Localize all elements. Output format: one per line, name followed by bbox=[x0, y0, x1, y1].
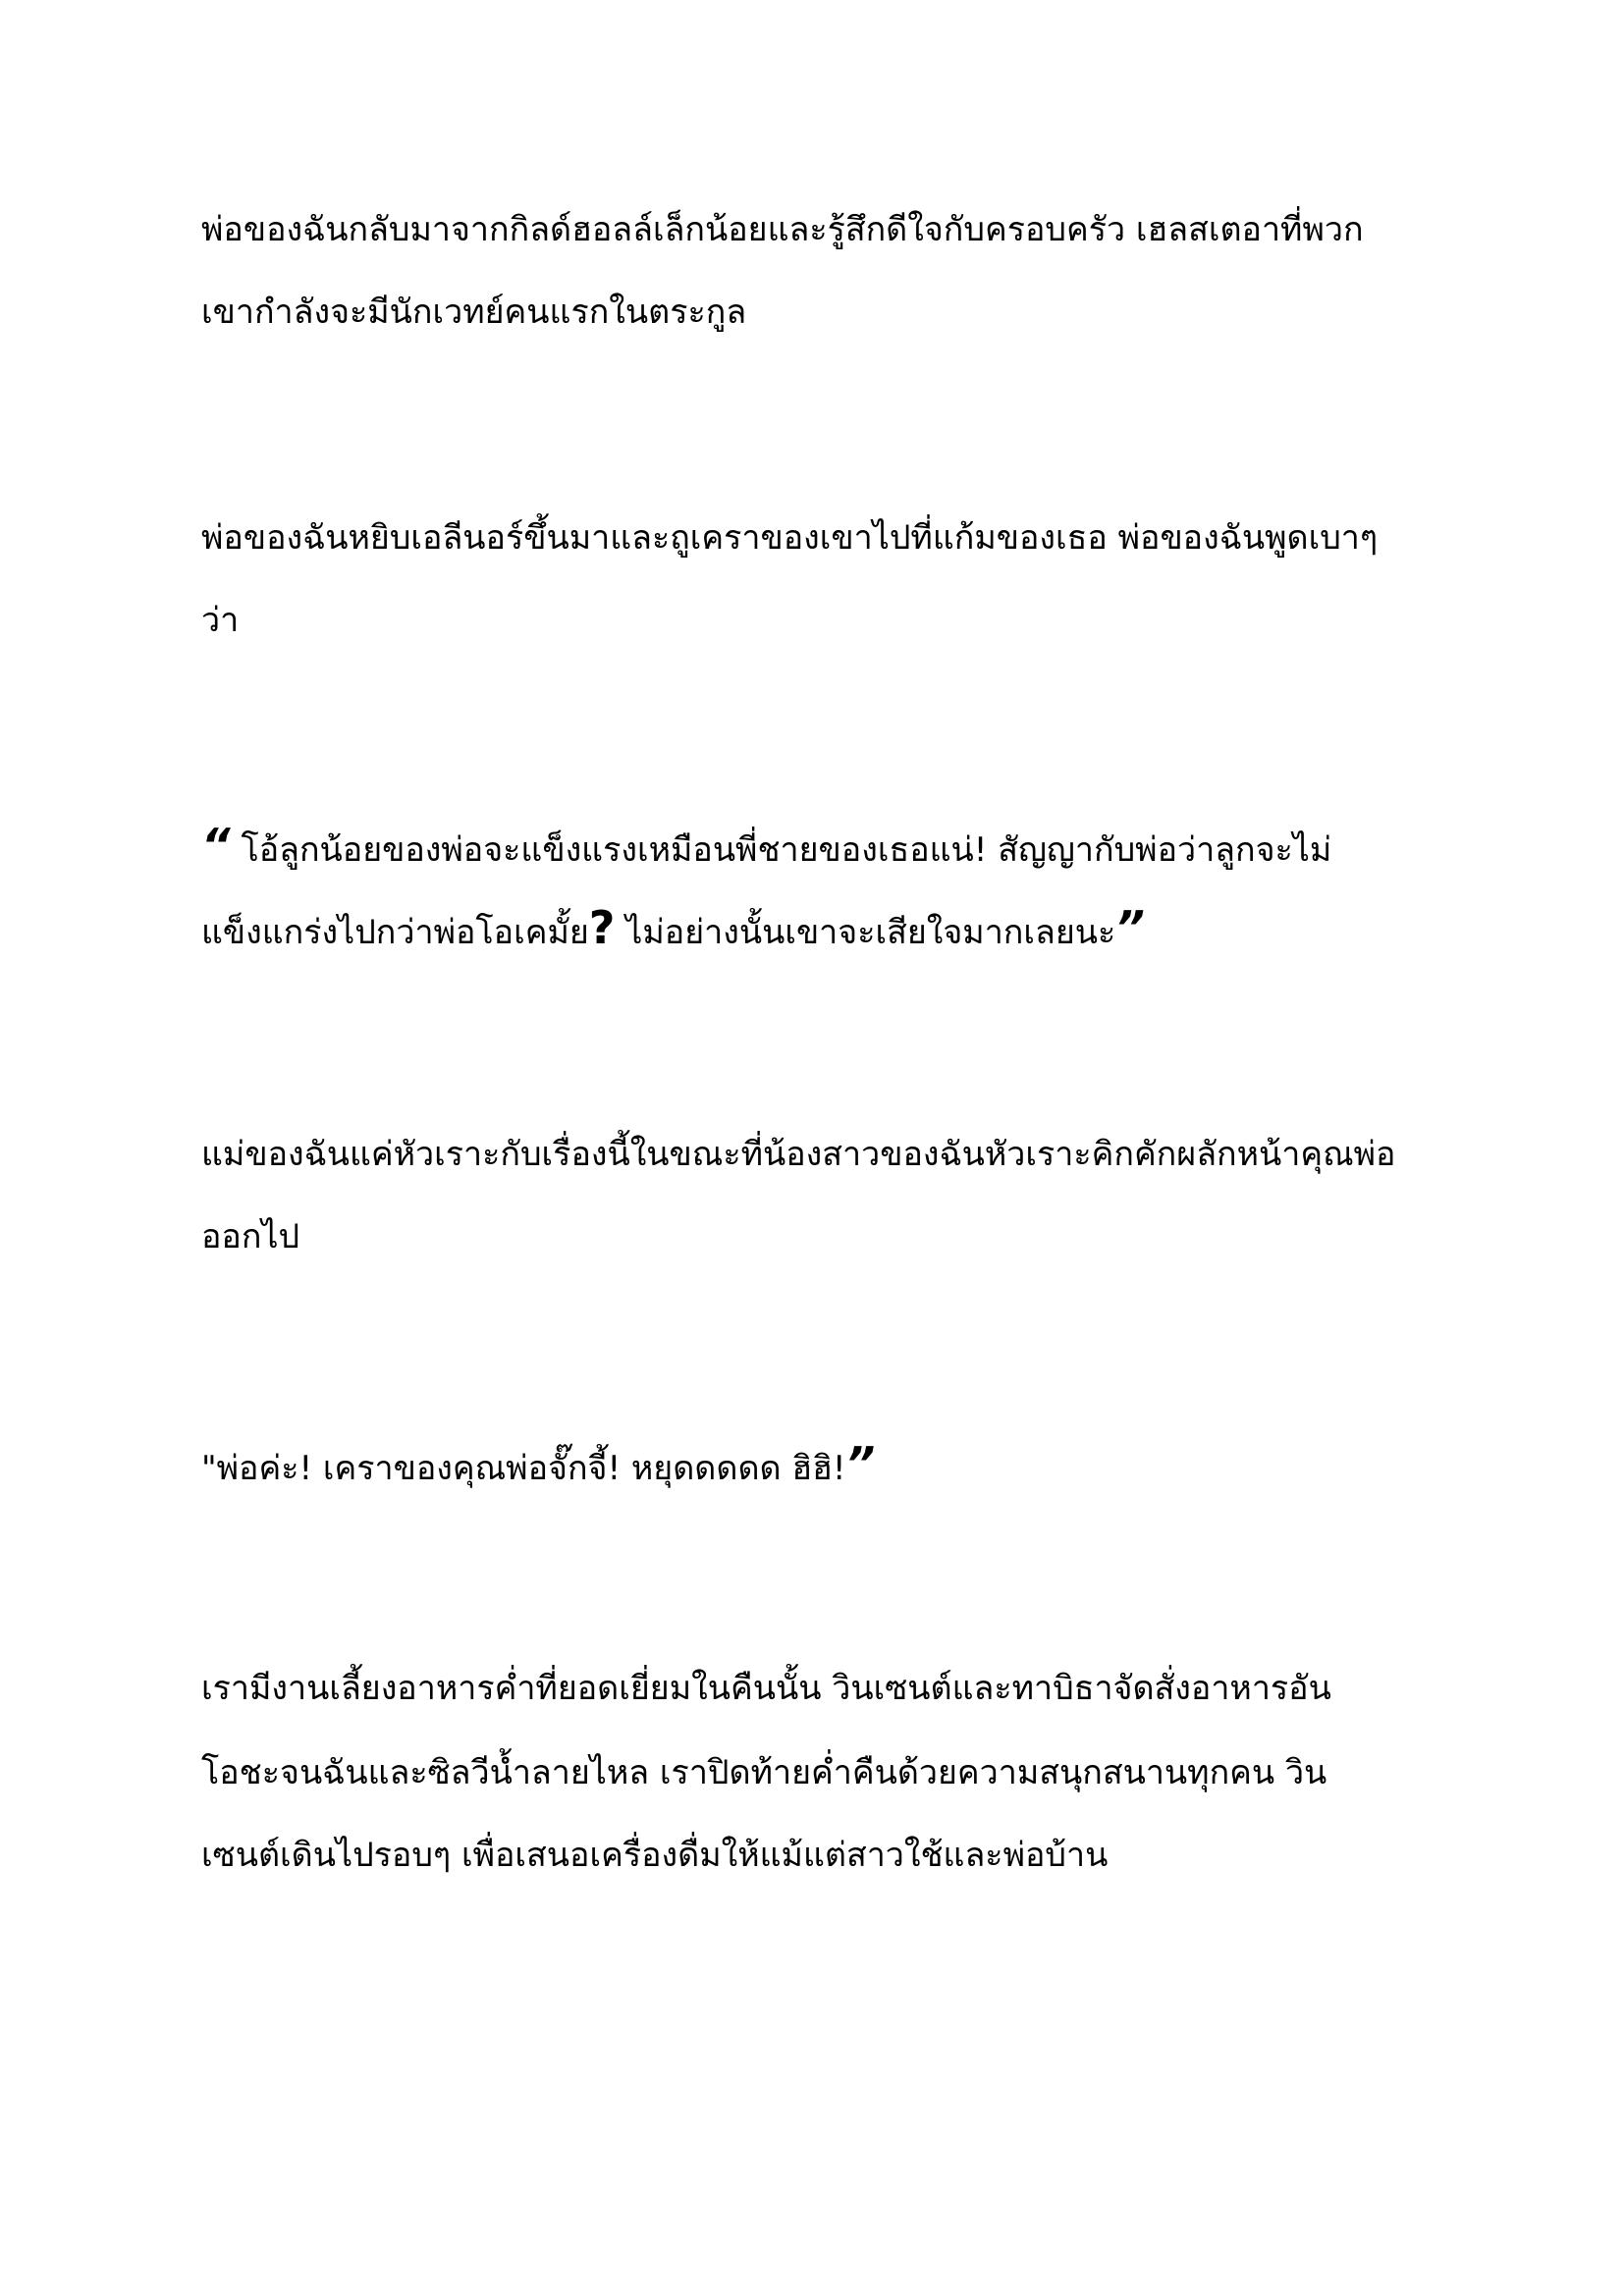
question-mark: ? bbox=[588, 901, 616, 954]
paragraph-6-line-2: โอชะจนฉันและซิลวีน้ำลายไหล เราปิดท้ายค่ำคืนด้วยความสนุกสนานทุกคน วิน bbox=[201, 1753, 1327, 1792]
paragraph-3-line-2-text-a: แข็งแกร่งไปกว่าพ่อโอเคมั้ย bbox=[201, 913, 589, 952]
paragraph-4-line-1: แม่ของฉันแค่หัวเราะกับเรื่องนี้ในขณะที่น้องสาวของฉันหัวเราะคิกคักผลักหน้าคุณพ่อ bbox=[201, 1135, 1396, 1174]
paragraph-5-line-1-text: "พ่อค่ะ! เคราของคุณพ่อจั๊กจี้! หยุดดดดด ฮิฮิ! bbox=[201, 1449, 846, 1488]
paragraph-4-line-2: ออกไป bbox=[201, 1217, 300, 1256]
paragraph-3-line-1-text: โอ้ลูกน้อยของพ่อจะแข็งแรงเหมือนพี่ชายของเธอแน่! สัญญากับพ่อว่าลูกจะไม่ bbox=[230, 830, 1332, 870]
paragraph-2-line-1: พ่อของฉันหยิบเอลีนอร์ขึ้นมาและถูเคราของเขาไปที่แก้มของเธอ พ่อของฉันพูดเบาๆ bbox=[201, 518, 1379, 558]
paragraph-3-line-2 bbox=[201, 901, 1145, 956]
paragraph-6-line-3: เซนต์เดินไปรอบๆ เพื่อเสนอเครื่องดื่มให้แม้แต่สาวใช้และพ่อบ้าน bbox=[201, 1836, 1109, 1875]
paragraph-3-line-1 bbox=[201, 819, 1332, 874]
paragraph-5-line-1 bbox=[201, 1437, 876, 1492]
close-quote: ” bbox=[1115, 901, 1145, 954]
paragraph-6-line-1: เรามีงานเลี้ยงอาหารค่ำที่ยอดเยี่ยมในคืนนั้น วินเซนต์และทาบิธาจัดสั่งอาหารอัน bbox=[201, 1669, 1331, 1708]
paragraph-2-line-2: ว่า bbox=[201, 601, 240, 640]
close-quote: ” bbox=[845, 1437, 876, 1490]
paragraph-1-line-1: พ่อของฉันกลับมาจากกิลด์ฮอลล์เล็กน้อยและรู้สึกดีใจกับครอบครัว เฮลสเตอาที่พวก bbox=[201, 210, 1364, 249]
paragraph-1-line-2: เขากำลังจะมีนักเวทย์คนแรกในตระกูล bbox=[201, 293, 747, 332]
paragraph-3-line-2-text-b: ไม่อย่างนั้นเขาจะเสียใจมากเลยนะ bbox=[615, 913, 1116, 952]
open-quote: “ bbox=[201, 819, 231, 872]
